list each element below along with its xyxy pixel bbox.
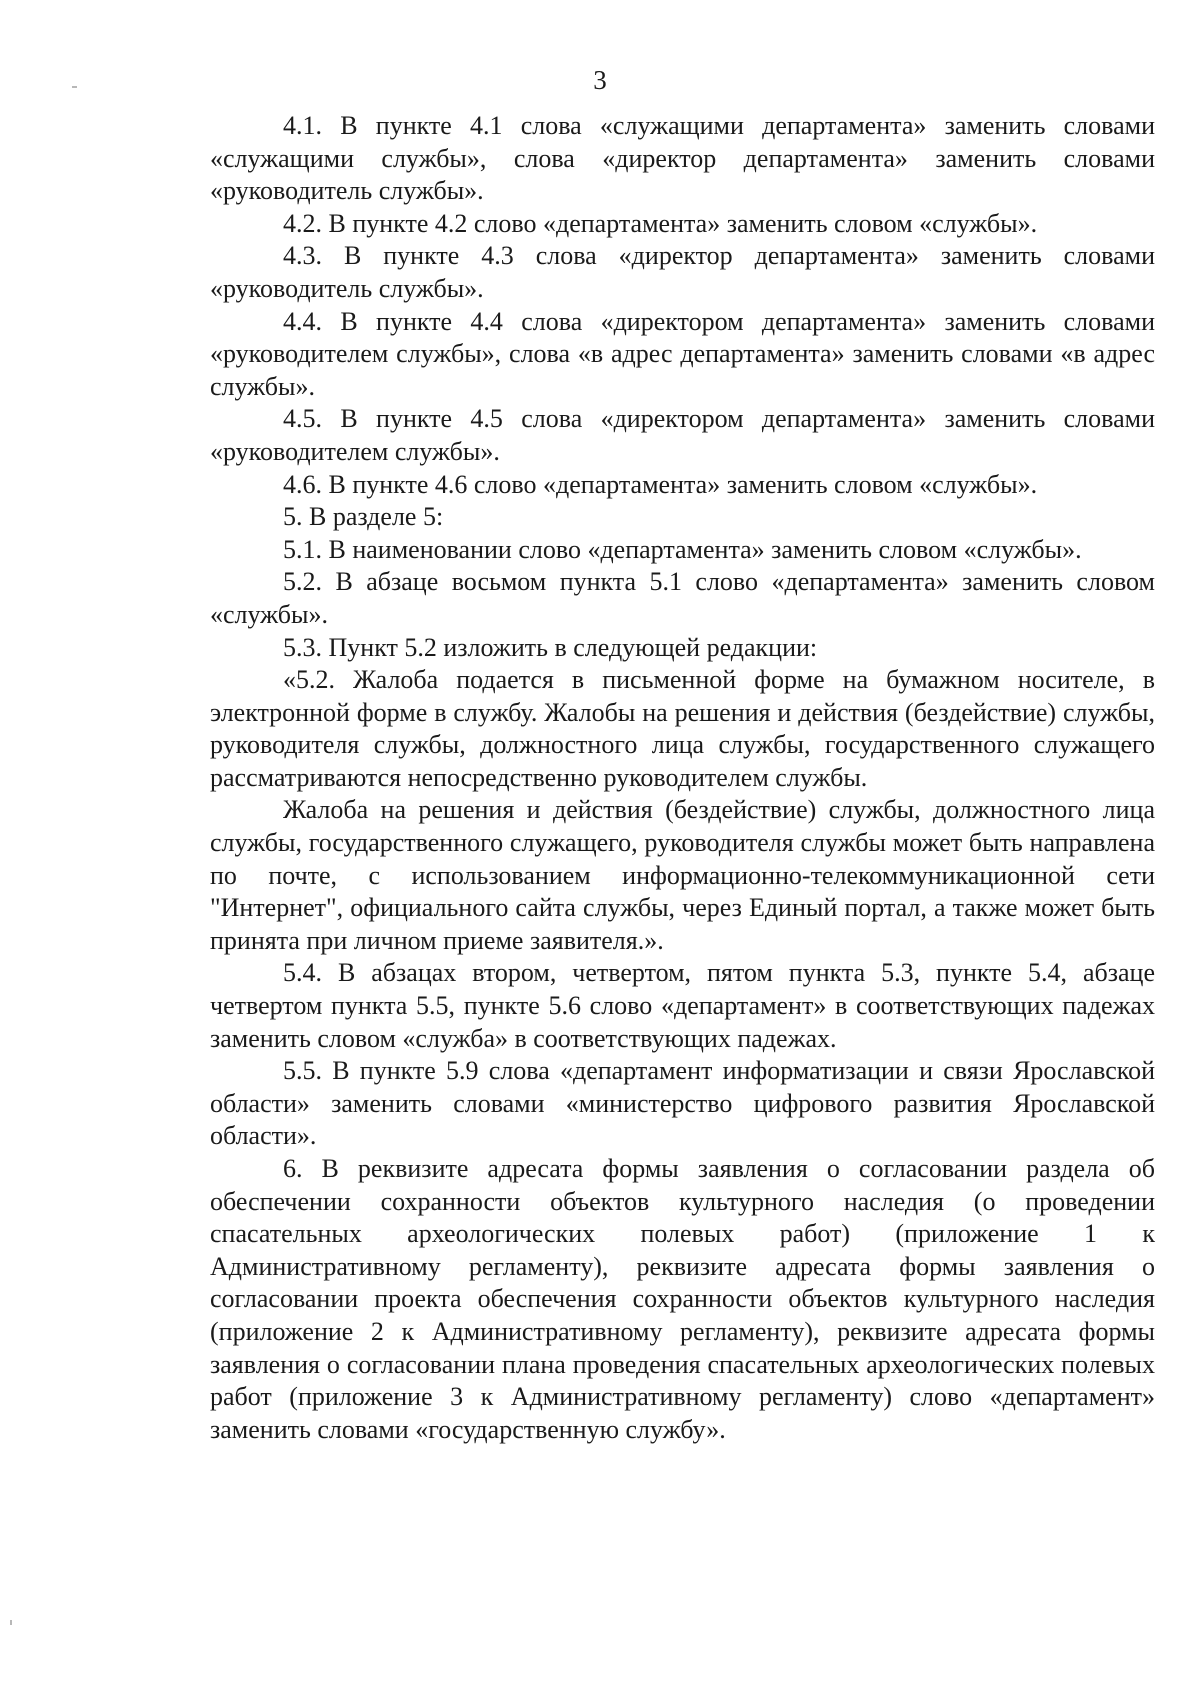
paragraph: 5.2. В абзаце восьмом пункта 5.1 слово «департамента» заменить словом «службы». bbox=[210, 567, 1155, 629]
paragraph: 4.5. В пункте 4.5 слова «директором департамента» заменить словами «руководителем службы». bbox=[210, 404, 1155, 466]
document-body bbox=[210, 110, 1155, 1446]
quoted-paragraph: Жалоба на решения и действия (бездействие) службы, должностного лица службы, государственного служащего, руководителя службы может быть направлена по почте, с использованием информационно-телекоммуникационной сети "Интернет", официального сайта службы, через Единый портал, а также может быть принята при личном приеме заявителя.». bbox=[210, 795, 1155, 955]
paragraph: 4.3. В пункте 4.3 слова «директор департамента» заменить словами «руководитель службы». bbox=[210, 241, 1155, 303]
paragraph: 5.1. В наименовании слово «департамента» заменить словом «службы». bbox=[283, 534, 1082, 564]
paragraph: 6. В реквизите адресата формы заявления о согласовании раздела об обеспечении сохранности объектов культурного наследия (о проведении спасательных археологических полевых работ) (приложение 1 к Административному регламенту), реквизите адресата формы заявления о согласовании проекта обеспечения сохранности объектов культурного наследия (приложение 2 к Административному регламенту), реквизите адресата формы заявления о согласовании плана проведения спасательных археологических полевых работ (приложение 3 к Административному регламенту) слово «департамент» заменить словами «государственную службу». bbox=[210, 1154, 1155, 1444]
paragraph: 4.2. В пункте 4.2 слово «департамента» заменить словом «службы». bbox=[283, 208, 1038, 238]
scan-artifact-mark bbox=[10, 1620, 12, 1625]
paragraph: 4.6. В пункте 4.6 слово «департамента» заменить словом «службы». bbox=[283, 469, 1038, 499]
section-heading: 5. В разделе 5: bbox=[283, 502, 444, 532]
paragraph: 5.4. В абзацах втором, четвертом, пятом пункта 5.3, пункте 5.4, абзаце четвертом пункта 5.5, пункте 5.6 слово «департамент» в соответствующих падежах заменить словом «служба» в соответствующих падежах. bbox=[210, 958, 1155, 1053]
quoted-paragraph: «5.2. Жалоба подается в письменной форме на бумажном носителе, в электронной форме в службу. Жалобы на решения и действия (бездействие) службы, руководителя службы, должностного лица службы, государственного служащего рассматриваются непосредственно руководителем службы. bbox=[210, 665, 1155, 792]
paragraph: 4.4. В пункте 4.4 слова «директором департамента» заменить словами «руководителем службы», слова «в адрес департамента» заменить словами «в адрес службы». bbox=[210, 306, 1155, 401]
paragraph: 5.5. В пункте 5.9 слова «департамент информатизации и связи Ярославской области» заменить словами «министерство цифрового развития Ярославской области». bbox=[210, 1056, 1155, 1151]
paragraph: 4.1. В пункте 4.1 слова «служащими департамента» заменить словами «служащими службы», слова «директор департамента» заменить словами «руководитель службы». bbox=[210, 111, 1155, 206]
paragraph: 5.3. Пункт 5.2 изложить в следующей редакции: bbox=[283, 632, 818, 662]
page-number: 3 bbox=[593, 65, 607, 95]
